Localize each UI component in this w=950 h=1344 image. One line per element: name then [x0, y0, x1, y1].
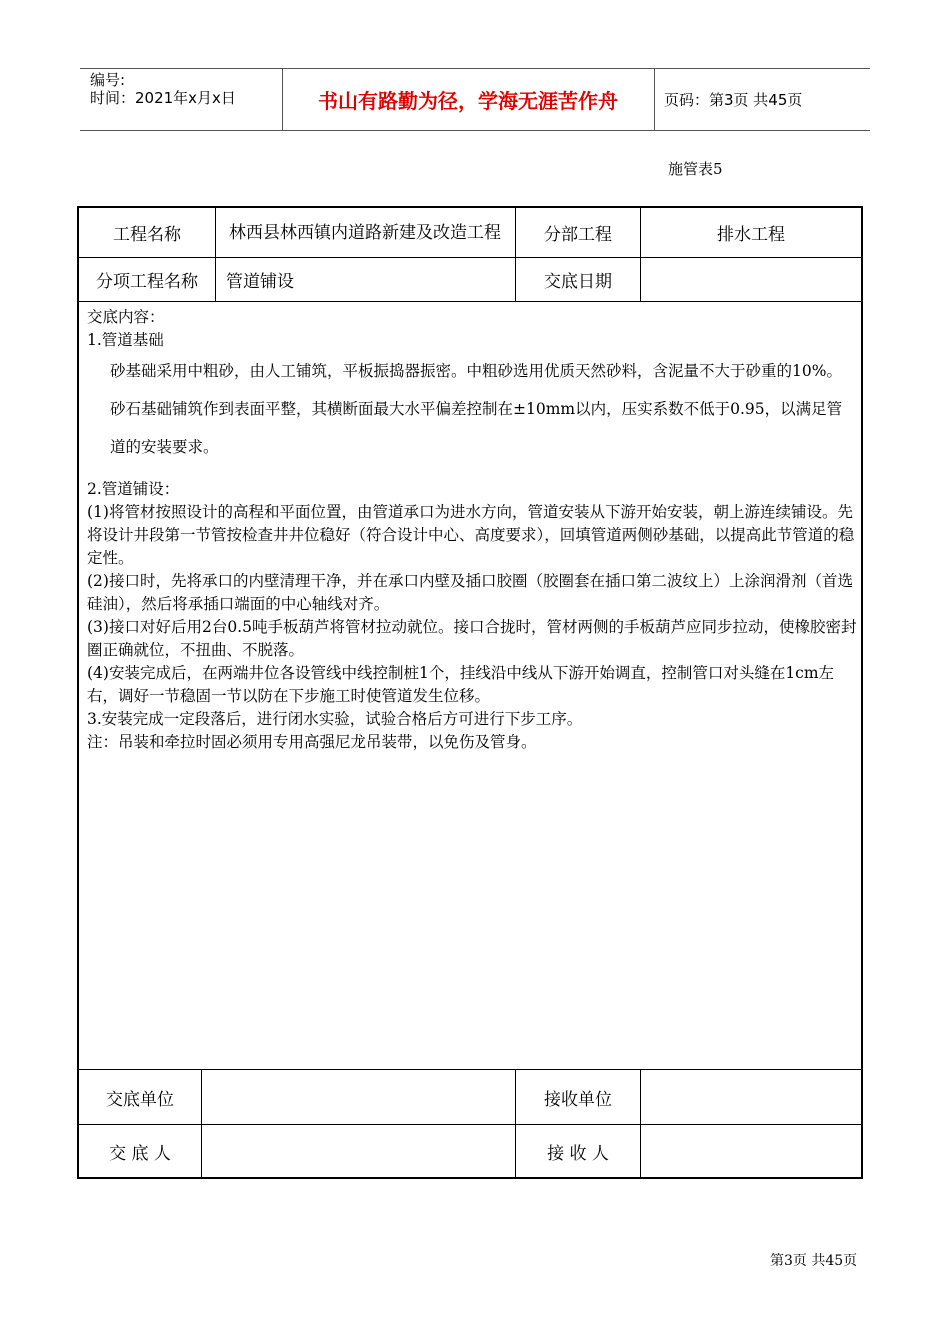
subitem-value: 管道铺设	[226, 272, 294, 292]
subitem-label: 分项工程名称	[96, 272, 198, 292]
division-value: 排水工程	[717, 225, 785, 245]
document-number-label: 编号:	[90, 71, 126, 89]
project-name-value: 林西县林西镇内道路新建及改造工程	[229, 222, 501, 243]
issuer-person-label: 交 底 人	[109, 1143, 171, 1164]
project-name-label: 工程名称	[113, 225, 181, 245]
issuer-person-value	[202, 1125, 515, 1177]
header-motto: 书山有路勤为径，学海无涯苦作舟	[318, 89, 618, 113]
header-meta	[90, 69, 285, 130]
handover-content	[87, 306, 857, 754]
header-page-info: 页码：第3页 共45页	[664, 91, 803, 109]
issuer-unit-label: 交底单位	[106, 1089, 174, 1110]
receiver-unit-label: 接收单位	[544, 1089, 612, 1110]
safety-note: 注：吊装和牵拉时固必须用专用高强尼龙吊装带，以免伤及管身。	[87, 733, 537, 751]
receiver-person-label: 接 收 人	[547, 1143, 609, 1164]
section-1-title: 1.管道基础	[87, 331, 164, 349]
section-2-step-3: (3)接口对好后用2台0.5吨手板葫芦将管材拉动就位。接口合拢时，管材两侧的手板葫芦应同步拉动，使橡胶密封圈正确就位，不扭曲、不脱落。	[87, 618, 857, 659]
section-2-title: 2.管道铺设：	[87, 480, 180, 498]
header-divider	[654, 69, 655, 130]
table-rule	[215, 206, 216, 301]
section-2-step-4: (4)安装完成后，在两端井位各设管线中线控制桩1个，挂线沿中线从下游开始调直，控制管口对头缝在1cm左右，调好一节稳固一节以防在下步施工时使管道发生位移。	[87, 664, 835, 705]
form-code: 施管表5	[668, 160, 723, 178]
receiver-unit-value	[641, 1070, 861, 1124]
page-header	[80, 68, 870, 131]
issuer-unit-value	[202, 1070, 515, 1124]
section-2-step-2: (2)接口时，先将承口的内壁清理干净，并在承口内壁及插口胶圈（胶圈套在插口第二波纹上）上涂润滑剂（首选硅油），然后将承插口端面的中心轴线对齐。	[87, 572, 853, 613]
receiver-person-value	[641, 1125, 861, 1177]
date-value	[641, 258, 861, 301]
section-2-step-1: (1)将管材按照设计的高程和平面位置，由管道承口为进水方向，管道安装从下游开始安装，朝上游连续铺设。先将设计井段第一节管按检查井井位稳好（符合设计中心、高度要求），回填管道两侧砂基础，以提高此节管道的稳定性。	[87, 503, 855, 567]
content-intro: 交底内容：	[87, 308, 165, 326]
spacer	[87, 466, 857, 478]
division-label: 分部工程	[544, 225, 612, 245]
page-footer: 第3页 共45页	[770, 1253, 858, 1269]
section-1-body: 砂基础采用中粗砂，由人工铺筑，平板振捣器振密。中粗砂选用优质天然砂料，含泥量不大于砂重的10%。砂石基础铺筑作到表面平整，其横断面最大水平偏差控制在±10mm以内，压实系数不低于0.95，以满足管道的安装要求。	[110, 362, 843, 456]
table-rule	[77, 301, 863, 302]
document-time-label: 时间：2021年x月x日	[90, 89, 236, 107]
date-label: 交底日期	[544, 272, 612, 292]
section-3: 3.安装完成一定段落后，进行闭水实验，试验合格后方可进行下步工序。	[87, 710, 583, 728]
